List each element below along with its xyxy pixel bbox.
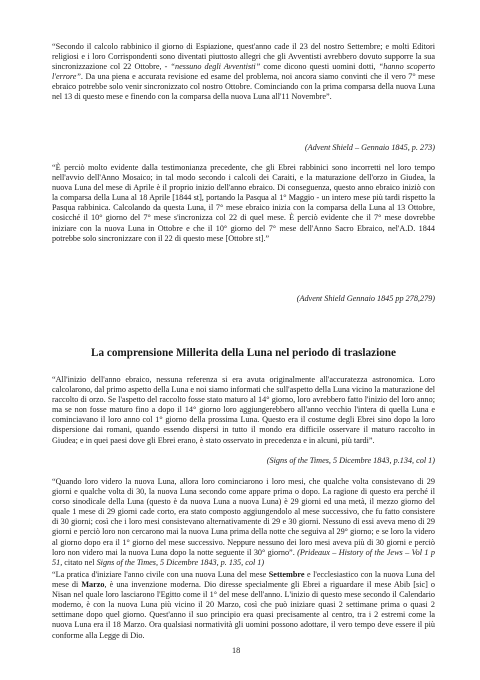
section-heading: La comprensione Millerita della Luna nel periodo di traslazione: [91, 347, 396, 359]
citation-3: (Signs of the Times, 5 Dicembre 1843, p.134, col 1): [266, 456, 435, 465]
quote-paragraph-3: [52, 375, 435, 446]
paragraph-italic-text: Signs of the Times, 5 Dicembre 1843, p. 135, col 1): [96, 557, 265, 567]
quote-paragraph-4: [52, 477, 435, 568]
paragraph-text: , è una invenzione moderna. Dio diresse specialmente gli Ebrei a riguardare il mese Abib [sic] o Nisan nel quale loro lasciarono l'Egitto come il 1° del mese dell'anno. L'inizio di questo mese secondo il Calendario moderno, è con la nuova Luna più vicino il 20 Marzo, così che può iniziare quasi 2 settimane prima o quasi 2 settimane dopo quel giorno. Quest'anno il suo principio era quasi precisamente al centro, tra i 2 estremi come la nuova Luna era il 18 Marzo. Ora qualsiasi normatività gli uomini possono adottare, il vero tempo deve essere il più conforme alla Legge di Dio.: [52, 580, 435, 640]
quote-paragraph-5: [52, 570, 435, 641]
paragraph-text: “Secondo il calcolo rabbinico il giorno di Espiazione, quest'anno cade il 23 del nostro Settembre; e molti Editori religiosi e i loro Corrispondenti sono diventati piuttosto allegri che gli Avventisti avrebbero dovuto supporre la sua sincronizzazione col 22 Ottobre, -: [52, 42, 435, 72]
paragraph-text: come dicono questi uomini dotti,: [260, 62, 379, 72]
paragraph-bold-text: Marzo: [81, 580, 105, 590]
paragraph-text: “Quando loro videro la nuova Luna, allora loro cominciarono i loro mesi, che qualche volta consistevano di 29 giorni e qualche volta di 30, la nuova Luna secondo come appare prima o dopo. La ragione di questo era perché il corso sinodicale della Luna (questo è da nuova Luna a nuova Luna) è 29 giorni ed una metà, il mezzo giorno del quale 1 mese di 29 giorni cade corto, era stato composto aggiungendolo al mese successivo, che fu fatto consistere di 30 giorni; così che i loro mesi consistevano alternativamente di 29 e 30 giorni. Nessuno di essi aveva meno di 29 giorni e perciò loro non cercarono mai la nuova Luna prima della notte che seguiva al 29° giorno; e se loro la videro al giorno dopo era il 1° giorno del mese successivo. Neppure nessuno dei loro mesi aveva più di 30 giorni e perciò loro non videro mai la nuova Luna dopo la notte seguente il 30° giorno”.: [52, 477, 435, 557]
paragraph-bold-text: Settembre: [268, 570, 305, 579]
paragraph-italic-text: (Prideaux – History of the Jews – Vol 1 p 51,: [52, 547, 435, 567]
paragraph-text: e l'ecclesiastico con la nuova Luna del mese di: [52, 570, 435, 590]
page-number: 18: [232, 646, 241, 655]
citation-2: (Advent Shield Gennaio 1845 pp 278,279): [296, 294, 435, 303]
paragraph-italic-text: “nessuno degli Avventisti”: [170, 62, 261, 72]
paragraph-text: . Da una piena e accurata revisione ed esame del problema, noi ancora siamo convinti che il vero 7° mese ebraico potrebbe solo venir sincronizzato col nostro Ottobre. Cominciando con la prima comparsa della nuova Luna nel 13 di questo mese e finendo con la comparsa della nuova Luna all'11 Novembre”.: [52, 72, 435, 102]
paragraph-text: “È perciò molto evidente dalla testimonianza precedente, che gli Ebrei rabbinici sono incorretti nel loro tempo nell'avvio dell'Anno Mosaico; in tal modo secondo i calcoli dei Caraiti, e la maturazione dell'orzo in Giudea, la nuova Luna del mese di Aprile è il proprio inizio dell'anno ebraico. Di conseguenza, questo anno ebraico iniziò con la comparsa della Luna al 18 Aprile [1844 st], portando la Pasqua al 1° Maggio - un intero mese più tardi rispetto la Pasqua rabbinica. Calcolando da questa Luna, il 7° mese ebraico inizia con la comparsa della Luna al 13 Ottobre, cosicché il 10° giorno del 7° mese s'incronizza col 22 di quel mese. È perciò evidente che il 7° mese dovrebbe iniziare con la nuova Luna in Ottobre e che il 10° giorno del 7° mese dell'Anno Sacro Ebraico, nel'A.D. 1844 potrebbe solo sincronizzare con il 22 di questo mese [Ottobre st].”: [52, 163, 435, 243]
paragraph-italic-text: “hanno scoperto l'errore”: [52, 62, 436, 82]
quote-paragraph-1: [52, 42, 435, 103]
paragraph-text: “All'inizio dell'anno ebraico, nessuna referenza si era avuta originalmente all'accuratezza astronomica. Loro calcolarono, dal primo aspetto della Luna e noi siamo informati che sull'aspetto della Luna vicino la maturazione del raccolto di orzo. Se l'aspetto del raccolto fosse stato maturo al 14° giorno, loro avrebbero fatto l'inizio del loro anno; ma se non fosse maturo fino a dopo il 14° giorno loro aggiungerebbero all'anno vecchio l'intera di quella Luna e cominciavano il loro anno col 1° giorno della prossima Luna. Questo era il costume degli Ebrei sino dopo la loro dispersione dai romani, quando essendo dispersi in tutto il mondo era difficile osservare il maturo raccolto in Giudea; e in quei paesi dove gli Ebrei erano, è stato osservato in precedenza e in alcuni, più tardi”.: [52, 375, 435, 445]
paragraph-text: citato nel: [62, 557, 97, 567]
quote-paragraph-2: [52, 163, 435, 244]
citation-1: (Advent Shield – Gennaio 1845, p. 273): [304, 143, 435, 152]
paragraph-text: “La pratica d'iniziare l'anno civile con una nuova Luna del mese: [52, 570, 269, 579]
